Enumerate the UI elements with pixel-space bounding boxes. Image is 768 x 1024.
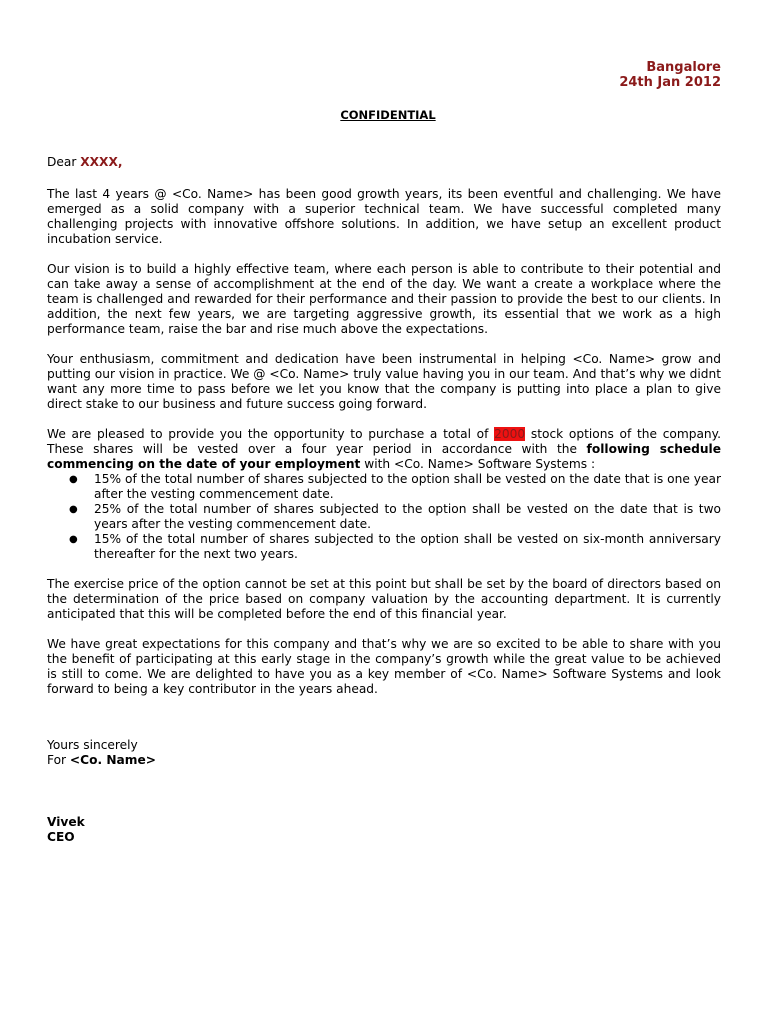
offer-text-3: with <Co. Name> Software Systems : — [360, 457, 596, 471]
closing-for-prefix: For — [47, 753, 70, 767]
offer-bold-text: following schedule commencing on the date of your employment — [47, 442, 721, 471]
offer-text-2: stock options of the company. These shares will be vested over a four year period in accordance with the — [47, 427, 721, 456]
salutation-prefix: Dear — [47, 155, 81, 169]
place-date-block — [619, 60, 721, 90]
paragraph-offer — [47, 427, 721, 472]
signatory-title: CEO — [47, 830, 75, 844]
closing-line: Yours sincerely — [47, 738, 138, 752]
closing-for-line — [47, 753, 721, 768]
salutation — [47, 155, 721, 170]
letter-date: 24th Jan 2012 — [619, 75, 721, 90]
bullet-icon: ● — [69, 534, 78, 545]
schedule-item-text: 25% of the total number of shares subjected to the option shall be vested on the date that is two years after the vesting commencement date. — [94, 502, 721, 531]
paragraph-expectations: We have great expectations for this company and that’s why we are so excited to be able to share with you the benefit of participating at this early stage in the company’s growth while the great value to be achieved is still to come. We are delighted to have you as a key member of <Co. Name> Software Systems and look forward to being a key contributor in the years ahead. — [47, 637, 721, 696]
confidential-title: CONFIDENTIAL — [340, 108, 436, 122]
schedule-item-text: 15% of the total number of shares subjected to the option shall be vested on the date that is one year after the vesting commencement date. — [94, 472, 721, 501]
recipient-name: XXXX, — [80, 155, 123, 169]
list-item — [47, 502, 721, 532]
closing-block — [47, 738, 721, 768]
paragraph-exercise-price: The exercise price of the option cannot be set at this point but shall be set by the board of directors based on the determination of the price based on company valuation by the accounting department. It is currently anticipated that this will be completed before the end of this financial year. — [47, 577, 721, 621]
schedule-item-text: 15% of the total number of shares subjected to the option shall be vested on six-month anniversary thereafter for the next two years. — [94, 532, 721, 561]
paragraph-enthusiasm: Your enthusiasm, commitment and dedication have been instrumental in helping <Co. Name> grow and putting our vision in practice. We @ <Co. Name> truly value having you in our team. And that’s why we didnt want any more time to pass before we let you know that the company is putting into place a plan to give direct stake to our business and future success going forward. — [47, 352, 721, 411]
letter-place: Bangalore — [646, 60, 721, 75]
paragraph-vision: Our vision is to build a highly effective team, where each person is able to contribute to their potential and can take away a sense of accomplishment at the end of the day. We want a create a workplace where the team is challenged and rewarded for their performance and their passion to provide the best to our clients. In addition, the next few years, we are targeting aggressive growth, its essential that we work as a high performance team, raise the bar and rise much above the expectations. — [47, 262, 721, 336]
option-quantity-highlight: 2000 — [494, 427, 526, 441]
signature-block — [47, 815, 721, 845]
list-item — [47, 532, 721, 562]
bullet-icon: ● — [69, 504, 78, 515]
bullet-icon: ● — [69, 474, 78, 485]
paragraph-growth: The last 4 years @ <Co. Name> has been good growth years, its been eventful and challenging. We have emerged as a solid company with a superior technical team. We have successful completed many challenging projects with innovative offshore solutions. In addition, we have setup an excellent product incubation service. — [47, 187, 721, 246]
signatory-name: Vivek — [47, 815, 85, 829]
offer-text-1: We are pleased to provide you the opportunity to purchase a total of — [47, 427, 495, 441]
vesting-schedule-list — [47, 472, 721, 562]
closing-company: <Co. Name> — [69, 753, 156, 767]
list-item — [47, 472, 721, 502]
letter-body — [47, 155, 721, 845]
